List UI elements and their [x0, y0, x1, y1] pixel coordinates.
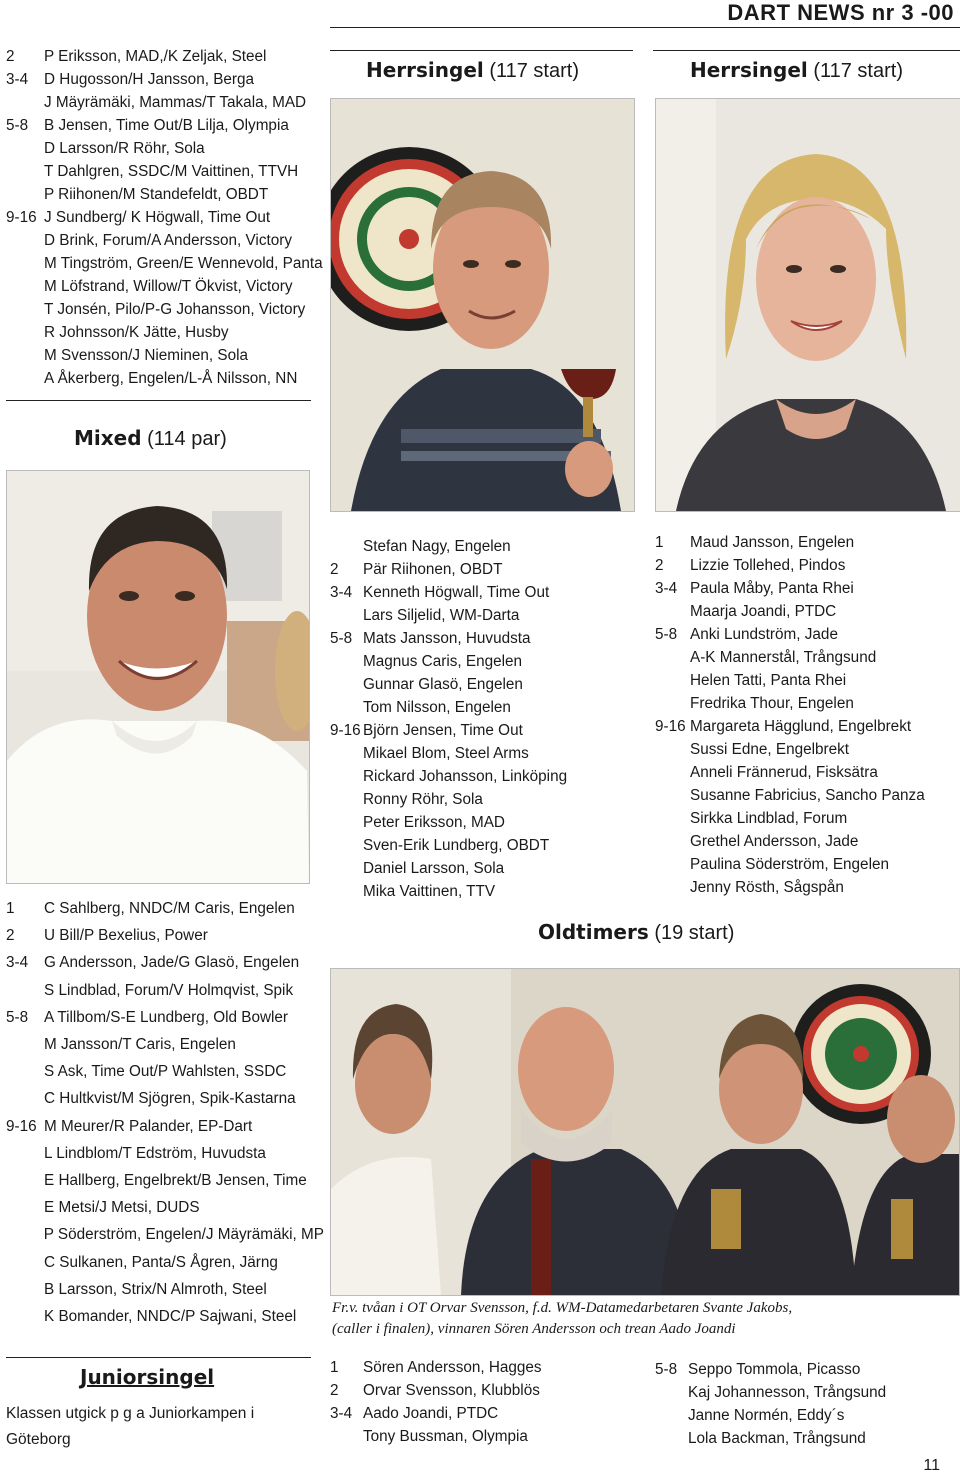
result-entry: D Hugosson/H Jansson, Berga [44, 71, 255, 88]
result-row [330, 581, 640, 604]
placement [6, 1031, 44, 1058]
placement [655, 1381, 688, 1404]
result-row [330, 558, 640, 581]
result-entry: D Larsson/R Röhr, Sola [44, 140, 205, 157]
mixed-results [6, 895, 324, 1330]
mixed-winner-photo [6, 470, 310, 884]
result-entry: E Metsi/J Metsi, DUDS [44, 1199, 200, 1217]
junior-note [6, 1401, 254, 1453]
result-entry: M Svensson/J Nieminen, Sola [44, 347, 249, 364]
placement [655, 1427, 688, 1450]
result-entry: R Johnsson/K Jätte, Husby [44, 324, 229, 341]
result-entry: Sven-Erik Lundberg, OBDT [363, 837, 550, 854]
result-row [6, 68, 326, 91]
placement: 9-16 [330, 722, 361, 739]
result-entry: Sussi Edne, Engelbrekt [690, 741, 850, 758]
placement [6, 137, 44, 160]
placement: 5-8 [655, 1361, 678, 1378]
result-row [6, 206, 326, 229]
result-row [6, 922, 324, 949]
result-row [330, 604, 640, 627]
result-row [6, 1221, 324, 1248]
placement [6, 1221, 44, 1248]
result-row [655, 1404, 955, 1427]
result-entry: A Åkerberg, Engelen/L-Å Nilsson, NN [44, 370, 298, 387]
placement [6, 321, 44, 344]
result-entry: J Mäyrämäki, Mammas/T Takala, MAD [44, 94, 307, 111]
page-number: 11 [923, 1457, 940, 1474]
result-row [6, 1249, 324, 1276]
result-entry: Kaj Johannesson, Trångsund [688, 1384, 887, 1401]
damsingel-winner-photo [655, 98, 960, 512]
junior-heading: Juniorsingel [80, 1365, 215, 1389]
result-row [655, 876, 960, 899]
result-row [6, 1303, 324, 1330]
placement [330, 535, 363, 558]
placement [330, 788, 363, 811]
result-row [6, 183, 326, 206]
junior-note-line: Göteborg [6, 1431, 71, 1448]
placement [330, 857, 363, 880]
placement: 3-4 [655, 580, 678, 597]
result-entry: Janne Normén, Eddy´s [688, 1407, 845, 1424]
damsingel-heading: Herrsingel (117 start) [690, 58, 903, 82]
placement: 5-8 [6, 117, 29, 134]
junior-note-line: Klassen utgick p g a Juniorkampen i [6, 1405, 255, 1422]
result-entry: Lizzie Tollehed, Pindos [690, 557, 846, 574]
result-entry: M Tingström, Green/E Wennevold, Panta [44, 255, 323, 272]
placement [330, 604, 363, 627]
herrsingel-winner-photo [330, 98, 635, 512]
result-row [6, 367, 326, 390]
placement: 2 [655, 557, 664, 574]
result-entry: Stefan Nagy, Engelen [363, 538, 511, 555]
result-entry: Sirkka Lindblad, Forum [690, 810, 848, 827]
result-row [330, 627, 640, 650]
result-row [6, 229, 326, 252]
result-row [655, 761, 960, 784]
result-entry: Aado Joandi, PTDC [363, 1405, 499, 1422]
result-row [330, 811, 640, 834]
result-entry: Gunnar Glasö, Engelen [363, 676, 523, 693]
placement [6, 977, 44, 1004]
result-entry: M Jansson/T Caris, Engelen [44, 1036, 236, 1054]
result-entry: Paula Måby, Panta Rhei [690, 580, 854, 597]
result-entry: Tom Nilsson, Engelen [363, 699, 511, 716]
placement [655, 692, 690, 715]
result-row [330, 834, 640, 857]
oldtimers-group-photo [330, 968, 960, 1296]
result-entry: Anneli Frännerud, Fisksätra [690, 764, 878, 781]
placement [6, 1085, 44, 1112]
publication-title: DART NEWS nr 3 -00 [727, 0, 954, 25]
result-row [330, 742, 640, 765]
result-row [6, 977, 324, 1004]
placement: 2 [6, 927, 15, 945]
result-row [6, 91, 326, 114]
result-row [330, 1402, 630, 1425]
result-row [655, 738, 960, 761]
result-row [655, 692, 960, 715]
placement [6, 1303, 44, 1330]
result-entry: M Löfstrand, Willow/T Ökvist, Victory [44, 278, 293, 295]
result-entry: U Bill/P Bexelius, Power [44, 927, 208, 945]
result-row [655, 646, 960, 669]
placement [6, 298, 44, 321]
result-entry: P Eriksson, MAD,/K Zeljak, Steel [44, 48, 267, 65]
placement [6, 160, 44, 183]
mixed-heading: Mixed (114 par) [74, 426, 227, 450]
result-row [330, 1379, 630, 1402]
herrsingel-results [330, 535, 640, 903]
result-entry: Björn Jensen, Time Out [363, 722, 523, 739]
result-row [6, 895, 324, 922]
result-row [6, 137, 326, 160]
result-row [330, 1425, 630, 1448]
placement [6, 91, 44, 114]
placement [6, 344, 44, 367]
placement [6, 252, 44, 275]
placement [330, 765, 363, 788]
placement [330, 650, 363, 673]
section-divider [6, 400, 311, 401]
result-entry: Paulina Söderström, Engelen [690, 856, 889, 873]
placement: 1 [655, 534, 664, 551]
result-entry: C Hultkvist/M Sjögren, Spik-Kastarna [44, 1090, 296, 1108]
placement [330, 673, 363, 696]
result-entry: Lola Backman, Trångsund [688, 1430, 866, 1447]
oldtimers-heading: Oldtimers (19 start) [538, 920, 735, 944]
placement [330, 880, 363, 903]
oldtimers-results-a [330, 1356, 630, 1448]
placement [330, 742, 363, 765]
result-entry: Grethel Andersson, Jade [690, 833, 859, 850]
result-entry: C Sulkanen, Panta/S Ågren, Järng [44, 1253, 278, 1271]
result-entry: J Sundberg/ K Högwall, Time Out [44, 209, 271, 226]
placement: 1 [6, 900, 15, 917]
herrsingel-heading: Herrsingel (117 start) [366, 58, 579, 82]
placement [655, 807, 690, 830]
result-row [655, 554, 960, 577]
result-entry: Anki Lundström, Jade [690, 626, 838, 643]
result-row [6, 1167, 324, 1194]
result-row [655, 715, 960, 738]
result-row [655, 807, 960, 830]
result-entry: Mikael Blom, Steel Arms [363, 745, 529, 762]
result-entry: S Ask, Time Out/P Wahlsten, SSDC [44, 1063, 287, 1081]
result-entry: Mika Vaittinen, TTV [363, 883, 496, 900]
placement: 3-4 [330, 584, 353, 601]
result-row [6, 160, 326, 183]
result-row [6, 1276, 324, 1303]
section-divider [653, 50, 960, 51]
result-entry: L Lindblom/T Edström, Huvudsta [44, 1144, 266, 1162]
result-entry: Ronny Röhr, Sola [363, 791, 483, 808]
placement [6, 183, 44, 206]
result-row [6, 1194, 324, 1221]
top-left-results [6, 45, 326, 390]
result-entry: P Söderström, Engelen/J Mäyrämäki, MP [43, 1226, 324, 1244]
result-row [330, 535, 640, 558]
placement: 3-4 [330, 1405, 353, 1422]
result-row [330, 719, 640, 742]
oldtimers-photo-caption [332, 1298, 960, 1340]
result-row [655, 830, 960, 853]
placement [655, 1404, 688, 1427]
result-row [6, 114, 326, 137]
placement [330, 811, 363, 834]
placement [330, 834, 363, 857]
placement [6, 1276, 44, 1303]
result-row [655, 623, 960, 646]
result-entry: S Lindblad, Forum/V Holmqvist, Spik [44, 981, 294, 999]
placement [655, 738, 690, 761]
placement [655, 784, 690, 807]
damsingel-results [655, 531, 960, 899]
result-entry: D Brink, Forum/A Andersson, Victory [44, 232, 292, 249]
result-row [655, 600, 960, 623]
result-row [6, 252, 326, 275]
result-row [6, 321, 326, 344]
result-entry: K Bomander, NNDC/P Sajwani, Steel [44, 1308, 297, 1326]
result-row [655, 1427, 955, 1450]
result-row [6, 1031, 324, 1058]
result-entry: M Meurer/R Palander, EP-Dart [44, 1117, 253, 1135]
result-row [655, 669, 960, 692]
result-row [6, 1058, 324, 1085]
result-entry: Magnus Caris, Engelen [363, 653, 523, 670]
placement: 9-16 [6, 1117, 37, 1135]
result-row [655, 784, 960, 807]
result-entry: Mats Jansson, Huvudsta [363, 630, 531, 647]
placement [6, 1140, 44, 1167]
result-entry: T Dahlgren, SSDC/M Vaittinen, TTVH [44, 163, 299, 180]
result-entry: A Tillbom/S-E Lundberg, Old Bowler [44, 1008, 289, 1026]
result-row [655, 577, 960, 600]
result-row [6, 275, 326, 298]
result-row [330, 880, 640, 903]
placement: 9-16 [655, 718, 686, 735]
placement [6, 1194, 44, 1221]
result-entry: Peter Eriksson, MAD [363, 814, 505, 831]
placement [6, 1249, 44, 1276]
placement [6, 1058, 44, 1085]
result-row [6, 1140, 324, 1167]
result-entry: Fredrika Thour, Engelen [690, 695, 854, 712]
result-entry: G Andersson, Jade/G Glasö, Engelen [44, 954, 300, 972]
result-entry: Daniel Larsson, Sola [363, 860, 505, 877]
result-row [6, 1004, 324, 1031]
placement: 5-8 [655, 626, 678, 643]
result-row [655, 853, 960, 876]
placement [655, 853, 690, 876]
result-entry: P Riihonen/M Standefeldt, OBDT [44, 186, 269, 203]
result-entry: Susanne Fabricius, Sancho Panza [690, 787, 925, 804]
placement [655, 830, 690, 853]
caption-line: Fr.v. tvåan i OT Orvar Svensson, f.d. WM-Datamedarbetaren Svante Jakobs, [332, 1300, 793, 1316]
result-row [330, 673, 640, 696]
caption-line: (caller i finalen), vinnaren Sören Andersson och trean Aado Joandi [332, 1321, 736, 1337]
result-entry: E Hallberg, Engelbrekt/B Jensen, Time [44, 1172, 307, 1190]
placement [6, 275, 44, 298]
section-divider [330, 50, 633, 51]
placement [6, 367, 44, 390]
section-divider [6, 1357, 311, 1358]
placement [330, 1425, 363, 1448]
oldtimers-results-b [655, 1358, 955, 1450]
placement: 3-4 [6, 954, 29, 972]
placement: 9-16 [6, 209, 37, 226]
result-entry: Maud Jansson, Engelen [690, 534, 855, 551]
result-entry: Helen Tatti, Panta Rhei [690, 672, 847, 689]
placement [655, 761, 690, 784]
result-entry: Jenny Rösth, Sågspån [690, 879, 844, 896]
result-entry: Kenneth Högwall, Time Out [363, 584, 550, 601]
result-entry: B Larsson, Strix/N Almroth, Steel [44, 1280, 267, 1298]
result-entry: Pär Riihonen, OBDT [363, 561, 503, 578]
placement: 2 [330, 561, 339, 578]
result-entry: Sören Andersson, Hagges [363, 1359, 542, 1376]
result-row [330, 696, 640, 719]
result-row [6, 1085, 324, 1112]
placement [655, 669, 690, 692]
result-entry: Lars Siljelid, WM-Darta [363, 607, 520, 624]
result-entry: Rickard Johansson, Linköping [363, 768, 568, 785]
result-row [6, 949, 324, 976]
result-row [6, 45, 326, 68]
placement: 2 [330, 1382, 339, 1399]
result-entry: B Jensen, Time Out/B Lilja, Olympia [44, 117, 289, 134]
result-row [330, 788, 640, 811]
result-entry: Margareta Hägglund, Engelbrekt [690, 718, 912, 735]
result-row [6, 298, 326, 321]
result-row [655, 531, 960, 554]
placement: 3-4 [6, 71, 29, 88]
result-entry: Orvar Svensson, Klubblös [363, 1382, 540, 1399]
result-row [330, 1356, 630, 1379]
result-row [655, 1381, 955, 1404]
placement [655, 876, 690, 899]
result-entry: Tony Bussman, Olympia [363, 1428, 528, 1445]
result-entry: C Sahlberg, NNDC/M Caris, Engelen [44, 900, 295, 917]
placement [6, 1167, 44, 1194]
placement [330, 696, 363, 719]
result-row [330, 650, 640, 673]
result-entry: Seppo Tommola, Picasso [688, 1361, 861, 1378]
placement: 5-8 [6, 1008, 29, 1026]
placement: 1 [330, 1359, 339, 1376]
placement [655, 600, 690, 623]
result-entry: Maarja Joandi, PTDC [690, 603, 837, 620]
placement [655, 646, 690, 669]
result-row [655, 1358, 955, 1381]
header-rule [330, 27, 960, 28]
result-row [6, 1113, 324, 1140]
result-row [6, 344, 326, 367]
placement: 2 [6, 48, 15, 65]
placement [6, 229, 44, 252]
result-row [330, 765, 640, 788]
result-entry: T Jonsén, Pilo/P-G Johansson, Victory [44, 301, 306, 318]
placement: 5-8 [330, 630, 353, 647]
result-row [330, 857, 640, 880]
result-entry: A-K Mannerstål, Trångsund [690, 649, 877, 666]
